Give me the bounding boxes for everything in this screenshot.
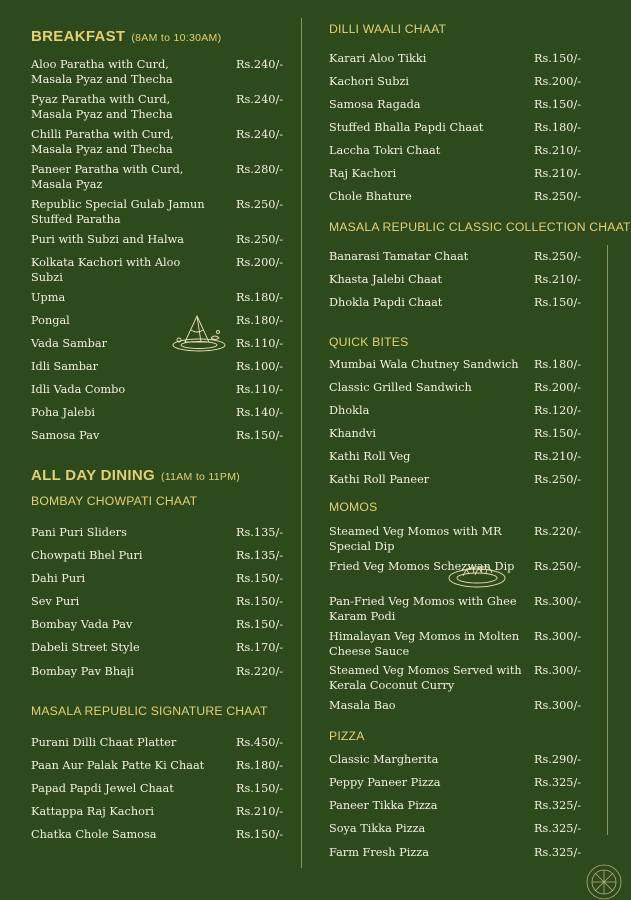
- menu-item-price: Rs.210/-: [534, 144, 582, 157]
- menu-item-price: Rs.240/-: [236, 93, 284, 106]
- breakfast-time: (8AM to 10:30AM): [131, 32, 222, 44]
- menu-item-price: Rs.150/-: [534, 52, 582, 65]
- menu-item-price: Rs.325/-: [534, 776, 582, 789]
- menu-item-price: Rs.140/-: [236, 406, 284, 419]
- menu-item-name: Idli Sambar: [31, 360, 99, 373]
- menu-item-name: Stuffed Bhalla Papdi Chaat: [329, 121, 484, 134]
- menu-item-price: Rs.210/-: [236, 805, 284, 818]
- menu-item-price: Rs.210/-: [534, 450, 582, 463]
- menu-item-name: Idli Vada Combo: [31, 383, 126, 396]
- pizza-heading: PIZZA: [329, 729, 365, 743]
- menu-item-name: Dhokla Papdi Chaat: [329, 296, 443, 309]
- menu-item-price: Rs.250/-: [236, 233, 284, 246]
- menu-item-name: Pan-Fried Veg Momos with Ghee Karam Podi: [329, 595, 517, 623]
- menu-item-name: Bombay Vada Pav: [31, 618, 133, 631]
- menu-item-price: Rs.290/-: [534, 753, 582, 766]
- menu-item-price: Rs.150/-: [534, 296, 582, 309]
- menu-item-name: Upma: [31, 291, 66, 304]
- right-edge-divider: [607, 245, 608, 835]
- menu-item-name: Masala Bao: [329, 699, 396, 712]
- menu-item-price: Rs.180/-: [236, 314, 284, 327]
- menu-item-price: Rs.300/-: [534, 630, 582, 643]
- bombay-heading: BOMBAY CHOWPATI CHAAT: [31, 494, 198, 508]
- menu-item-price: Rs.250/-: [534, 473, 582, 486]
- menu-item-name: Papad Papdi Jewel Chaat: [31, 782, 174, 795]
- menu-item-price: Rs.150/-: [534, 427, 582, 440]
- menu-item-name: Pyaz Paratha with Curd, Masala Pyaz and Thecha: [31, 93, 173, 121]
- menu-item-name: Purani Dilli Chaat Platter: [31, 736, 177, 749]
- menu-item-name: Mumbai Wala Chutney Sandwich: [329, 358, 519, 371]
- brand-seal-icon: [584, 862, 624, 900]
- dilli-heading: DILLI WAALI CHAAT: [329, 22, 447, 36]
- menu-item-name: Kattappa Raj Kachori: [31, 805, 154, 818]
- menu-item-name: Paneer Paratha with Curd, Masala Pyaz: [31, 163, 184, 191]
- menu-item-name: Banarasi Tamatar Chaat: [329, 250, 469, 263]
- menu-item-price: Rs.220/-: [236, 665, 284, 678]
- menu-item-name: Chatka Chole Samosa: [31, 828, 157, 841]
- menu-item-name: Republic Special Gulab Jamun Stuffed Paratha: [31, 198, 205, 226]
- quick-bites-heading: QUICK BITES: [329, 335, 409, 349]
- menu-item-name: Kathi Roll Paneer: [329, 473, 430, 486]
- menu-item-price: Rs.240/-: [236, 58, 284, 71]
- menu-item-name: Classic Grilled Sandwich: [329, 381, 472, 394]
- all-day-title: ALL DAY DINING: [31, 467, 155, 484]
- menu-item-name: Paneer Tikka Pizza: [329, 799, 438, 812]
- menu-item-price: Rs.210/-: [534, 273, 582, 286]
- menu-item-price: Rs.325/-: [534, 846, 582, 859]
- menu-item-name: Bombay Pav Bhaji: [31, 665, 134, 678]
- menu-item-name: Pani Puri Sliders: [31, 526, 127, 539]
- momos-heading: MOMOS: [329, 500, 378, 514]
- signature-heading: MASALA REPUBLIC SIGNATURE CHAAT: [31, 704, 268, 718]
- menu-item-name: Himalayan Veg Momos in Molten Cheese Sauce: [329, 630, 520, 658]
- menu-item-name: Karari Aloo Tikki: [329, 52, 427, 65]
- classic-heading: MASALA REPUBLIC CLASSIC COLLECTION CHAAT: [329, 220, 631, 234]
- menu-item-price: Rs.170/-: [236, 641, 284, 654]
- momo-bowl-icon: [447, 556, 507, 590]
- menu-item-price: Rs.200/-: [534, 75, 582, 88]
- menu-item-price: Rs.180/-: [534, 121, 582, 134]
- menu-item-price: Rs.150/-: [236, 618, 284, 631]
- menu-item-price: Rs.150/-: [236, 429, 284, 442]
- menu-item-name: Classic Margherita: [329, 753, 439, 766]
- menu-item-name: Poha Jalebi: [31, 406, 95, 419]
- menu-item-price: Rs.250/-: [534, 250, 582, 263]
- menu-item-price: Rs.150/-: [236, 572, 284, 585]
- menu-item-price: Rs.100/-: [236, 360, 284, 373]
- menu-item-price: Rs.300/-: [534, 595, 582, 608]
- menu-item-name: Aloo Paratha with Curd, Masala Pyaz and Thecha: [31, 58, 173, 86]
- breakfast-heading: [31, 28, 221, 45]
- menu-item-price: Rs.325/-: [534, 799, 582, 812]
- all-day-heading: [31, 467, 240, 484]
- breakfast-title: BREAKFAST: [31, 28, 126, 45]
- menu-item-name: Steamed Veg Momos with MR Special Dip: [329, 525, 502, 553]
- menu-item-price: Rs.250/-: [236, 198, 284, 211]
- menu-item-price: Rs.150/-: [236, 595, 284, 608]
- menu-item-price: Rs.200/-: [534, 381, 582, 394]
- menu-item-name: Kathi Roll Veg: [329, 450, 411, 463]
- menu-item-name: Chole Bhature: [329, 190, 412, 203]
- menu-item-price: Rs.240/-: [236, 128, 284, 141]
- menu-item-price: Rs.250/-: [534, 190, 582, 203]
- menu-item-name: Pongal: [31, 314, 70, 327]
- menu-item-name: Paan Aur Palak Patte Ki Chaat: [31, 759, 205, 772]
- all-day-time: (11AM to 11PM): [160, 471, 241, 483]
- menu-item-price: Rs.180/-: [236, 291, 284, 304]
- menu-item-name: Peppy Paneer Pizza: [329, 776, 441, 789]
- menu-item-name: Kachori Subzi: [329, 75, 409, 88]
- menu-item-name: Samosa Pav: [31, 429, 100, 442]
- menu-item-name: Raj Kachori: [329, 167, 397, 180]
- menu-item-price: Rs.135/-: [236, 549, 284, 562]
- menu-item-price: Rs.150/-: [236, 782, 284, 795]
- samosa-plate-icon: [171, 308, 227, 354]
- menu-item-price: Rs.110/-: [236, 337, 284, 350]
- menu-item-name: Laccha Tokri Chaat: [329, 144, 441, 157]
- menu-item-price: Rs.200/-: [236, 256, 284, 269]
- menu-item-price: Rs.325/-: [534, 822, 582, 835]
- menu-item-name: Farm Fresh Pizza: [329, 846, 429, 859]
- menu-item-price: Rs.150/-: [534, 98, 582, 111]
- menu-item-name: Sev Puri: [31, 595, 80, 608]
- menu-item-name: Kolkata Kachori with Aloo Subzi: [31, 256, 181, 284]
- menu-item-price: Rs.150/-: [236, 828, 284, 841]
- menu-item-name: Dahi Puri: [31, 572, 86, 585]
- menu-item-price: Rs.180/-: [534, 358, 582, 371]
- menu-item-price: Rs.450/-: [236, 736, 284, 749]
- menu-item-name: Vada Sambar: [31, 337, 107, 350]
- menu-item-price: Rs.110/-: [236, 383, 284, 396]
- menu-item-name: Soya Tikka Pizza: [329, 822, 426, 835]
- column-divider: [301, 18, 302, 868]
- menu-item-price: Rs.280/-: [236, 163, 284, 176]
- menu-item-price: Rs.210/-: [534, 167, 582, 180]
- menu-item-name: Samosa Ragada: [329, 98, 421, 111]
- menu-item-name: Dhokla: [329, 404, 370, 417]
- menu-item-price: Rs.250/-: [534, 560, 582, 573]
- menu-item-name: Steamed Veg Momos Served with Kerala Coconut Curry: [329, 664, 522, 692]
- menu-item-name: Khandvi: [329, 427, 376, 440]
- menu-item-name: Puri with Subzi and Halwa: [31, 233, 185, 246]
- menu-item-price: Rs.120/-: [534, 404, 582, 417]
- menu-item-name: Fried Veg Momos Schezwan Dip: [329, 560, 515, 573]
- menu-item-price: Rs.300/-: [534, 699, 582, 712]
- menu-item-price: Rs.300/-: [534, 664, 582, 677]
- menu-item-price: Rs.180/-: [236, 759, 284, 772]
- menu-item-name: Chowpati Bhel Puri: [31, 549, 143, 562]
- menu-item-name: Khasta Jalebi Chaat: [329, 273, 443, 286]
- menu-item-name: Chilli Paratha with Curd, Masala Pyaz and Thecha: [31, 128, 174, 156]
- menu-item-price: Rs.220/-: [534, 525, 582, 538]
- menu-item-price: Rs.135/-: [236, 526, 284, 539]
- menu-item-name: Dabeli Street Style: [31, 641, 140, 654]
